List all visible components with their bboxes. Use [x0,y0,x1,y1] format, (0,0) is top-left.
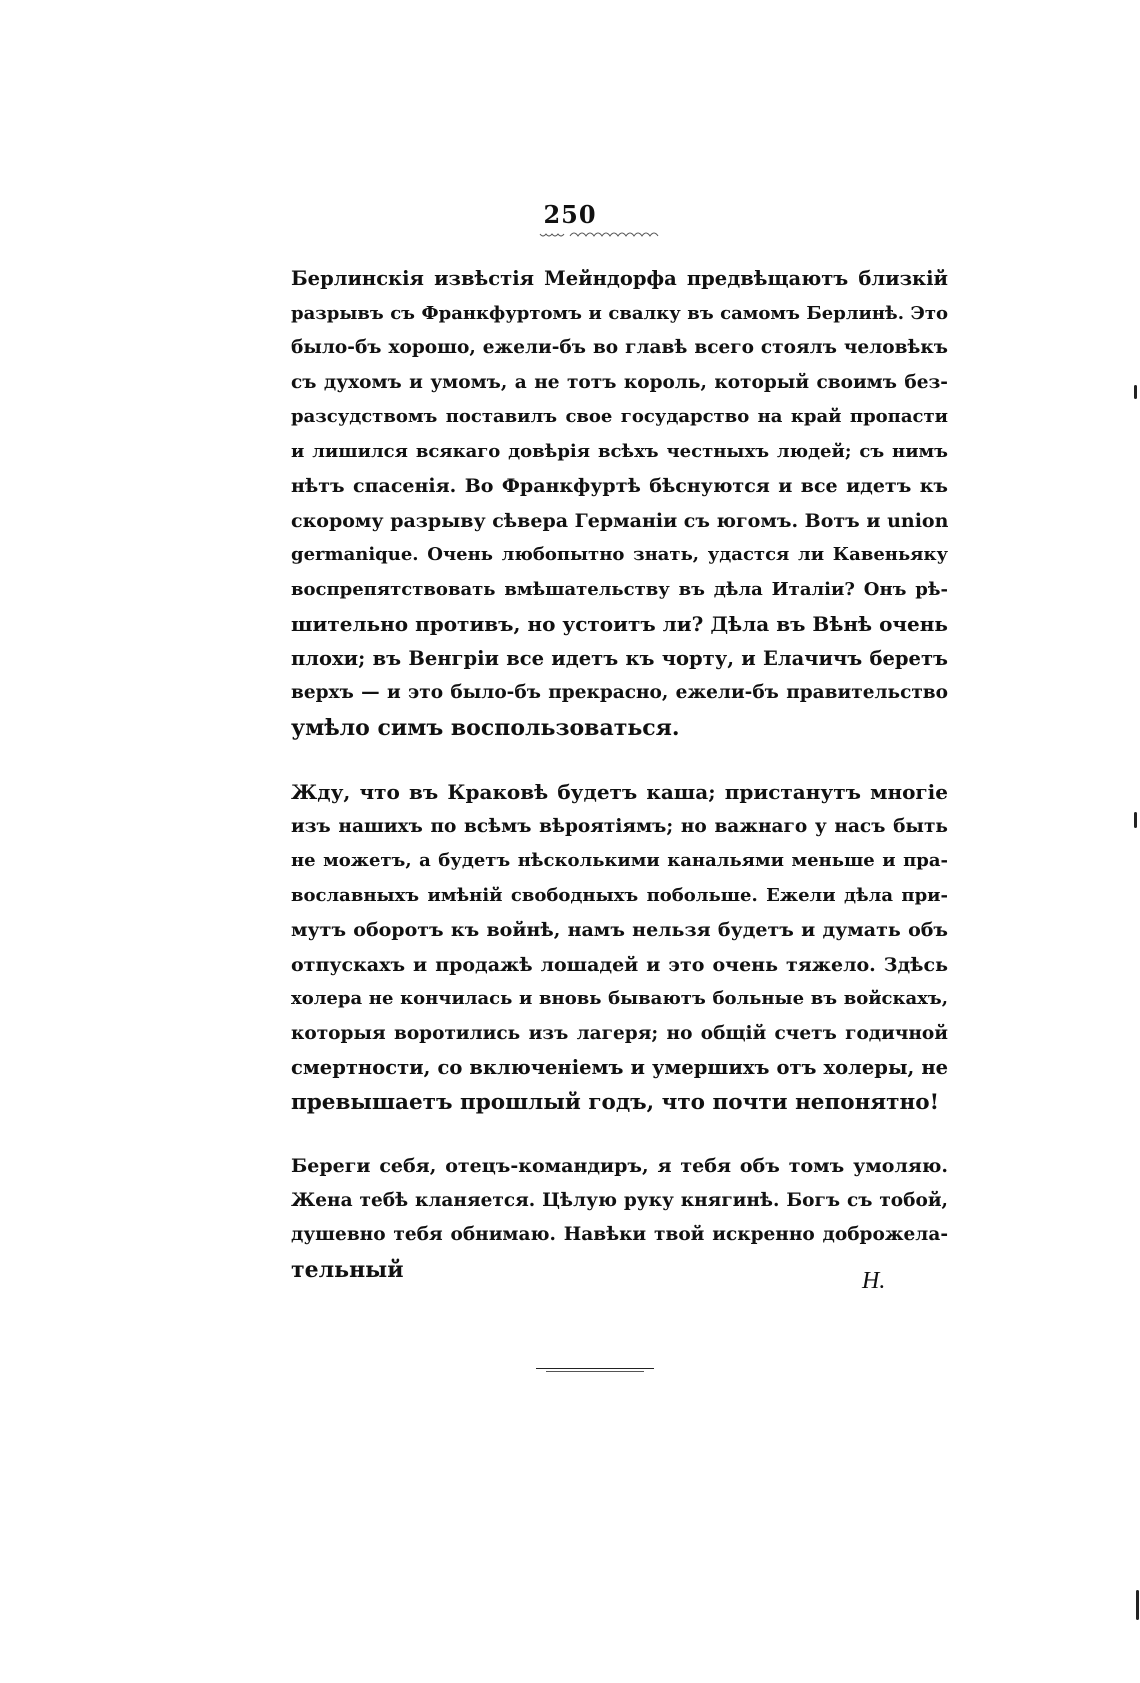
text-line: умѣло симъ воспользоваться. [291,714,680,741]
scan-edge-mark [1136,1590,1139,1620]
text-line: душевно тебя обнимаю. Навѣки твой искренно доброжела- [291,1224,948,1245]
signature: Н. [862,1268,886,1294]
text-line: было-бъ хорошо, ежели-бъ во главѣ всего стоялъ человѣкъ [291,337,948,358]
paragraph-3 [291,1149,948,1287]
text-line: Берлинскія извѣстія Мейндорфа предвѣщаютъ близкій [291,267,948,290]
scan-edge-mark [1134,385,1137,399]
text-line: шительно противъ, но устоитъ ли? Дѣла въ Вѣнѣ очень [291,612,948,636]
text-line: смертности, со включеніемъ и умершихъ отъ холеры, не [291,1056,948,1079]
scan-edge-mark [1134,812,1137,828]
text-line: Береги себя, отецъ-командиръ, я тебя объ томъ умоляю. [291,1155,948,1177]
paragraph-1 [291,262,948,745]
text-line: разрывъ съ Франкфуртомъ и свалку въ самомъ Берлинѣ. Это [291,302,948,324]
text-line: превышаетъ прошлый годъ, что почти непонятно! [291,1089,940,1115]
text-line: мутъ оборотъ къ войнѣ, намъ нельзя будетъ и думать объ [291,919,948,941]
text-line: тельный [291,1256,404,1283]
rule-line [536,1368,654,1369]
text-line: верхъ — и это было-бъ прекрасно, ежели-бъ правительство [291,682,948,703]
page-number: 250 [543,200,597,229]
text-line: и лишился всякаго довѣрія всѣхъ честныхъ людей; съ нимъ [291,440,948,462]
text-line: разсудствомъ поставилъ свое государство на край пропасти [291,406,948,427]
text-line: холера не кончилась и вновь бываютъ больные въ войскахъ, [291,988,948,1009]
text-line: нѣтъ спасенія. Во Франкфуртѣ бѣснуются и все идетъ къ [291,475,948,497]
end-rule-divider [536,1368,654,1372]
text-line: germanique. Очень любопытно знать, удастся ли Кавеньяку [291,544,948,565]
text-line: Жена тебѣ кланяется. Цѣлую руку княгинѣ. Богъ съ тобой, [291,1189,948,1211]
text-line: съ духомъ и умомъ, а не тотъ король, который своимъ без- [291,371,948,393]
text-line: воспрепятствовать вмѣшательству въ дѣла Италіи? Онъ рѣ- [291,578,948,600]
paragraph-2 [291,775,948,1120]
text-line: плохи; въ Венгріи все идетъ къ чорту, и Елачичъ беретъ [291,646,948,670]
text-line: не можетъ, а будетъ нѣсколькими канальями меньше и пра- [291,850,948,871]
text-line: Жду, что въ Краковѣ будетъ каша; пристанутъ многіе [291,780,948,804]
text-line: скорому разрыву сѣвера Германіи съ югомъ. Вотъ и union [291,509,948,532]
text-line: отпускахъ и продажѣ лошадей и это очень тяжело. Здѣсь [291,953,948,976]
text-line: вославныхъ имѣній свободныхъ побольше. Ежели дѣла при- [291,884,948,906]
text-line: которыя воротились изъ лагеря; но общій счетъ годичной [291,1022,948,1044]
text-line: изъ нашихъ по всѣмъ вѣроятіямъ; но важнаго у насъ быть [291,815,948,837]
rule-line [546,1371,644,1372]
page-number-ornament [538,228,660,240]
